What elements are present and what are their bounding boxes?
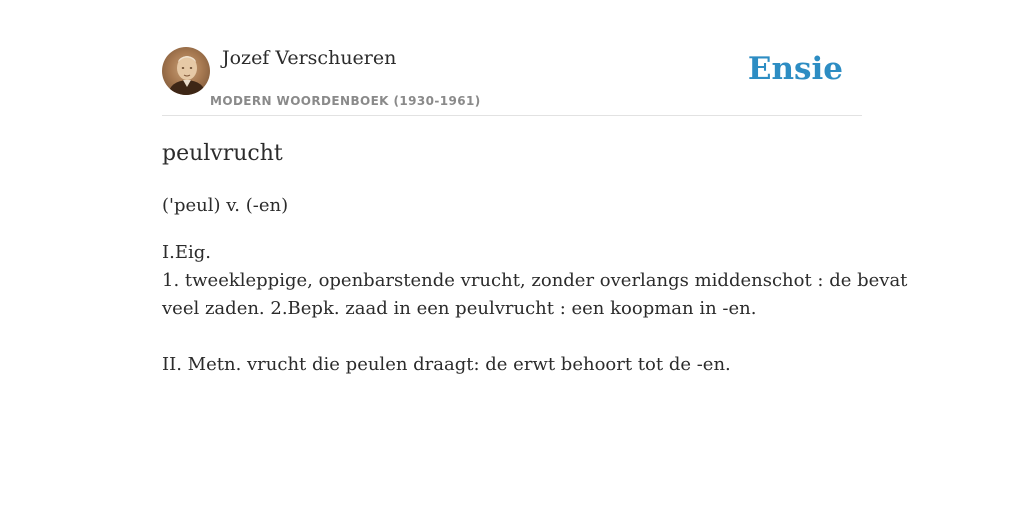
definition-line: 1. tweekleppige, openbarstende vrucht, zonder overlangs middenschot : de bevat [162,270,908,291]
entry-header [162,0,862,116]
definition-text [162,239,908,379]
definition-line: II. Metn. vrucht die peulen draagt: de erwt behoort tot de -en. [162,354,731,375]
author-name[interactable]: Jozef Verschueren [222,47,397,69]
definition-line: veel zaden. 2.Bepk. zaad in een peulvrucht : een koopman in -en. [162,298,757,319]
author-portrait-icon [162,47,210,95]
brand-logo[interactable]: Ensie [747,51,843,87]
pronunciation: ('peul) v. (-en) [162,195,289,216]
source-title[interactable]: MODERN WOORDENBOEK (1930-1961) [210,94,481,108]
avatar[interactable] [162,47,210,95]
definition-line: I.Eig. [162,242,211,263]
entry-container [162,0,908,375]
paragraph-spacer [162,323,862,351]
page-title: peulvrucht [162,141,283,166]
